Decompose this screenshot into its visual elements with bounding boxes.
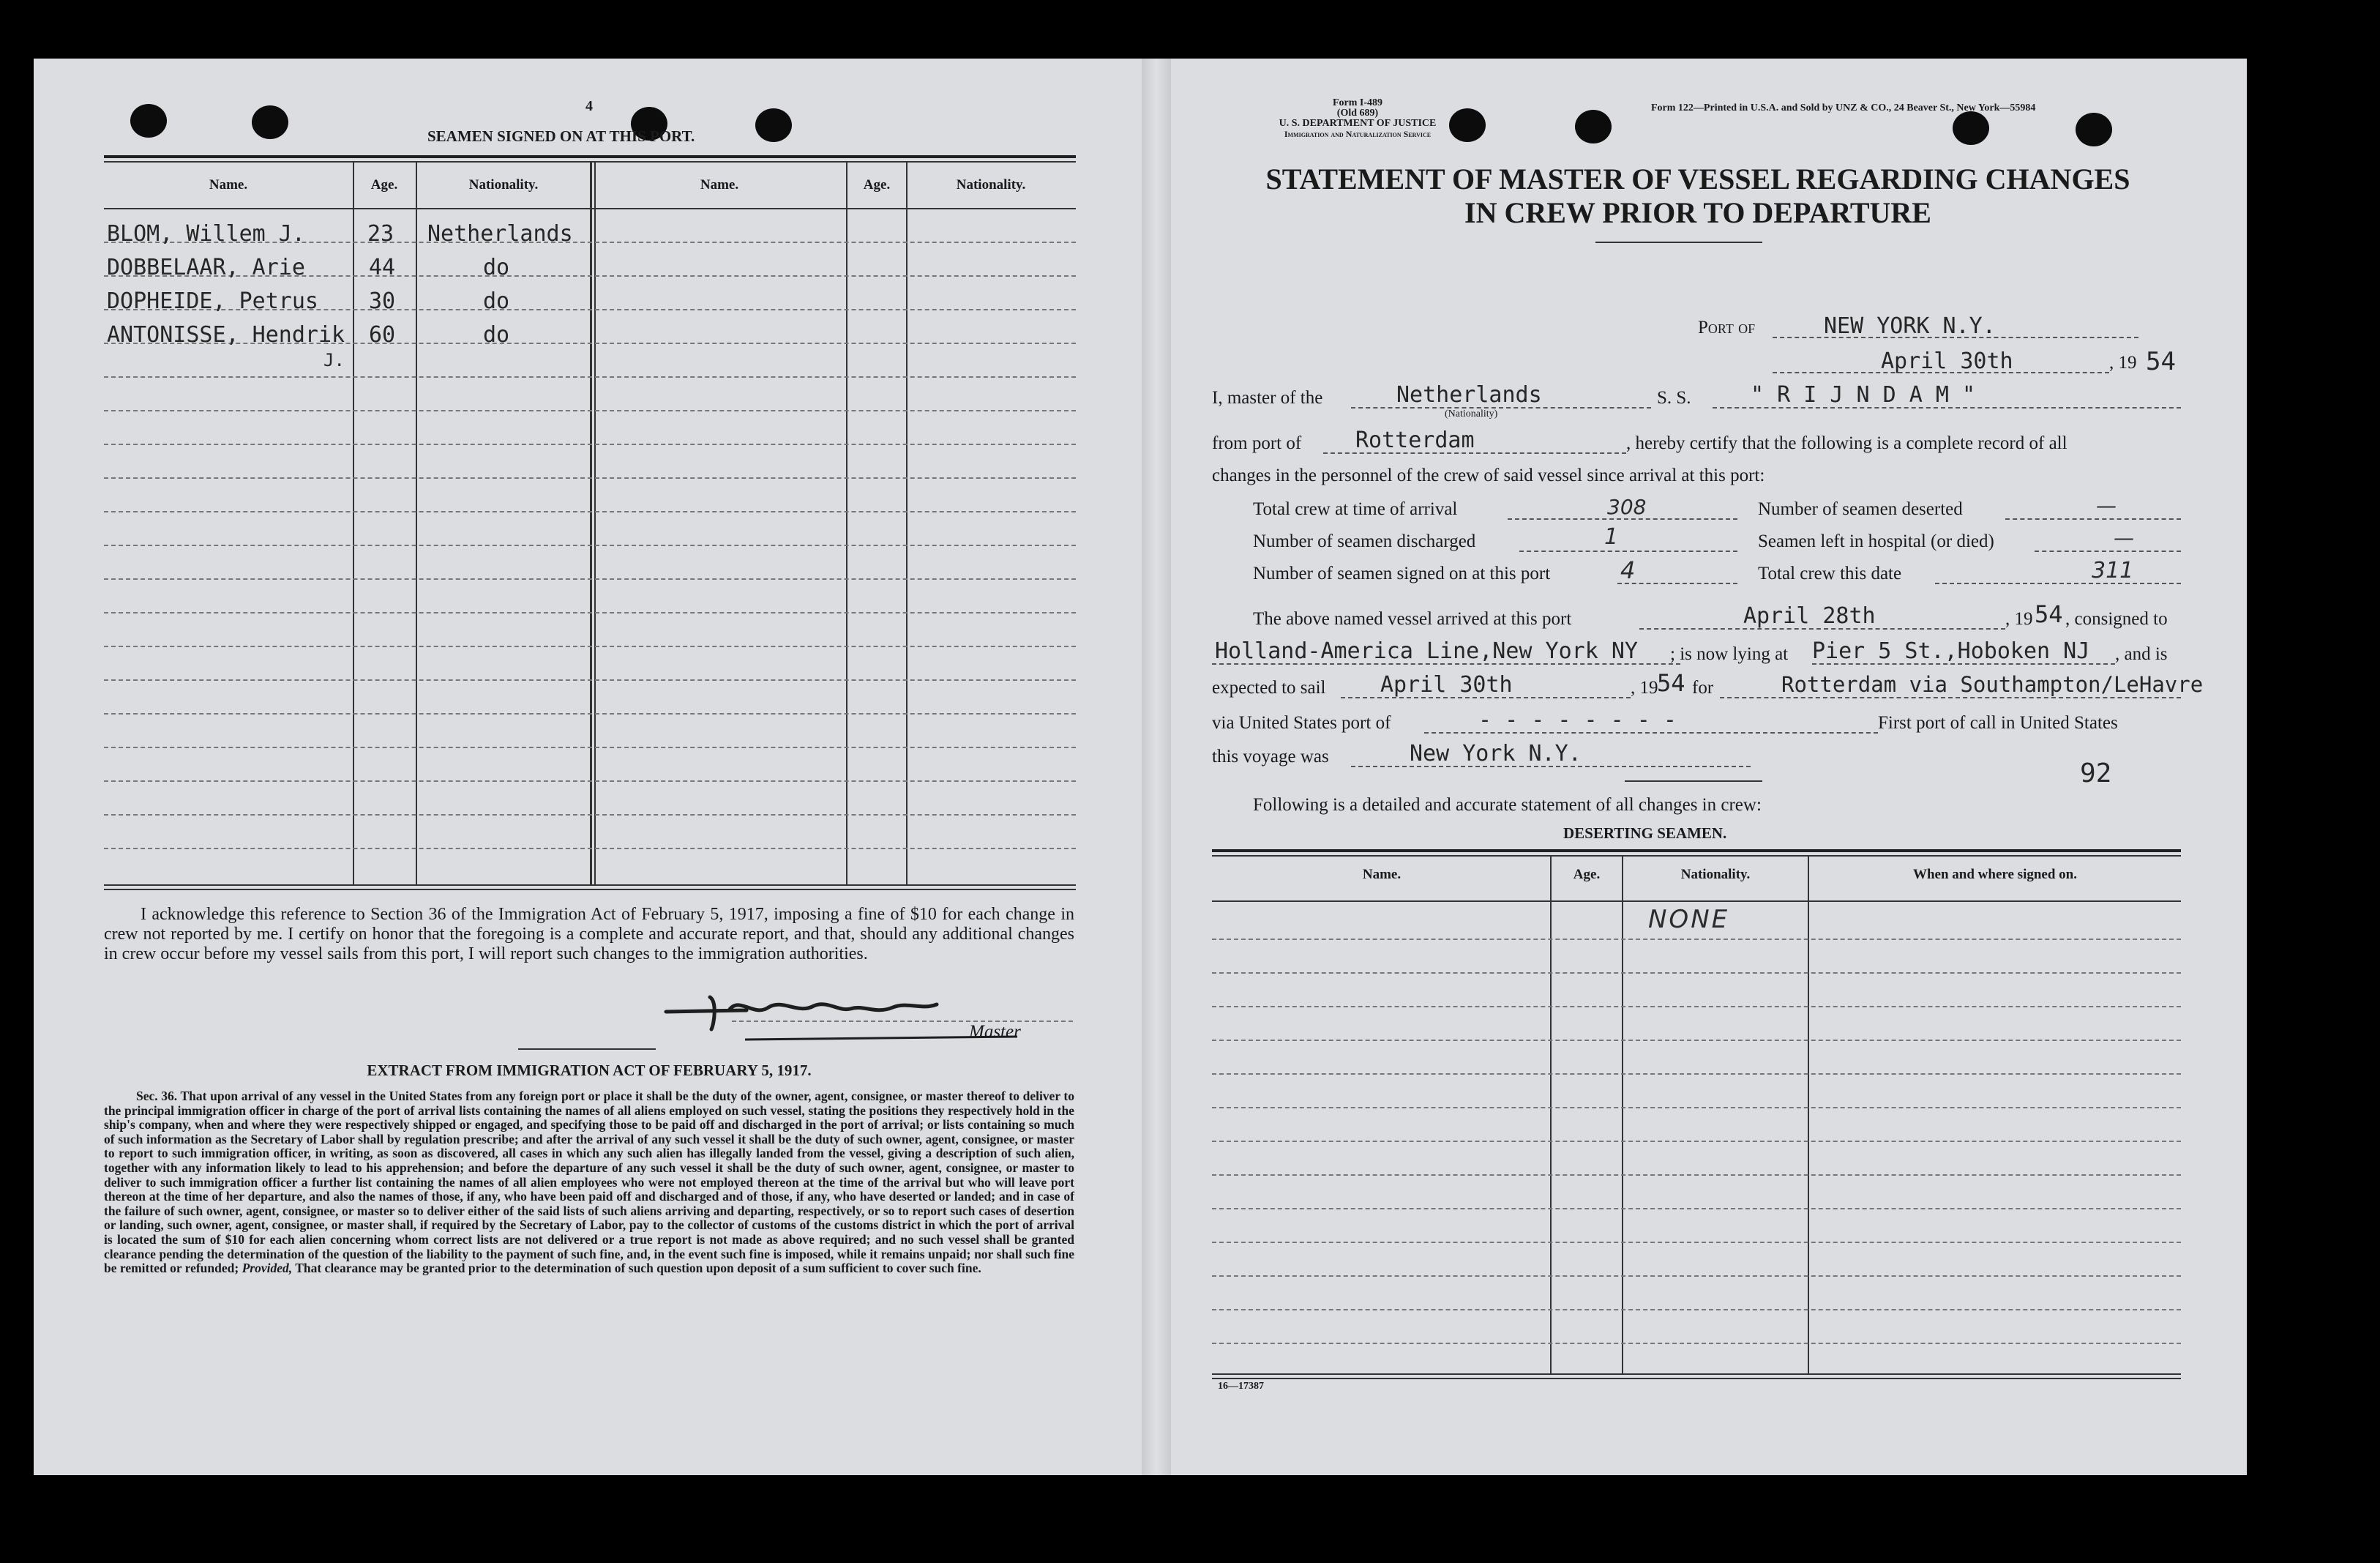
- deserted-value: —: [2096, 493, 2117, 518]
- punch-hole-icon: [1575, 110, 1612, 143]
- row-rule: [104, 410, 1076, 411]
- printer-note: Form 122—Printed in U.S.A. and Sold by UNZ & CO., 24 Beaver St., New York—55984: [1651, 102, 2036, 113]
- row-rule: [104, 511, 1076, 512]
- voyage-label: this voyage was: [1212, 747, 1329, 766]
- via-label: via United States port of: [1212, 713, 1391, 733]
- deserting-header-rule: [1212, 849, 2181, 852]
- from-port-value: Rotterdam: [1355, 428, 1475, 453]
- row-rule: [104, 713, 1076, 715]
- arrived-label: The above named vessel arrived at this port: [1253, 609, 1572, 629]
- row-rule: [1212, 1275, 2181, 1277]
- from-port-label: from port of: [1212, 433, 1302, 453]
- section-rule: [1625, 780, 1762, 782]
- sail-value: April 30th: [1380, 672, 1513, 698]
- row-rule: [104, 747, 1076, 748]
- total-date-label: Total crew this date: [1758, 564, 1902, 583]
- table-row-name: BLOM, Willem J.: [107, 221, 305, 247]
- total-arrival-label: Total crew at time of arrival: [1253, 499, 1458, 519]
- row-rule: [104, 376, 1076, 378]
- row-rule: [104, 444, 1076, 445]
- col-divider: [416, 163, 417, 886]
- col-divider: [590, 163, 592, 886]
- table-row-nationality: do: [483, 322, 510, 348]
- changes-text: changes in the personnel of the crew of said vessel since arrival at this port:: [1212, 466, 1765, 485]
- col-divider: [594, 163, 596, 886]
- row-rule: [104, 780, 1076, 782]
- row-rule: [1212, 1141, 2181, 1142]
- col-divider: [1550, 857, 1552, 1375]
- col-header-age: Age.: [1573, 867, 1601, 882]
- row-rule: [1212, 1040, 2181, 1041]
- row-rule: [1212, 1073, 2181, 1075]
- discharged-label: Number of seamen discharged: [1253, 531, 1476, 551]
- row-rule: [1212, 1343, 2181, 1344]
- arrived-value: April 28th: [1743, 603, 1876, 629]
- header-rule: [104, 155, 1076, 158]
- port-label: Port of: [1698, 318, 1756, 337]
- date-value: April 30th: [1881, 348, 2013, 374]
- none-entry: NONE: [1648, 905, 1730, 934]
- following-text: Following is a detailed and accurate statement of all changes in crew:: [1253, 795, 1762, 815]
- hospital-value: —: [2114, 526, 2134, 550]
- deserting-title: DESERTING SEAMEN.: [1563, 824, 1727, 842]
- row-rule: [104, 477, 1076, 479]
- deserted-line: [2005, 518, 2181, 520]
- table-row-name: DOBBELAAR, Arie: [107, 255, 305, 280]
- section-label: Sec. 36.: [136, 1089, 178, 1103]
- table-row-nationality: Netherlands: [427, 221, 573, 247]
- nationality-value: Netherlands: [1396, 382, 1542, 408]
- row-rule: [1212, 1309, 2181, 1310]
- punch-hole-icon: [1953, 111, 1989, 145]
- total-date-value: 311: [2092, 558, 2134, 583]
- row-rule: [104, 814, 1076, 816]
- discharged-value: 1: [1604, 524, 1619, 550]
- section-text: That upon arrival of any vessel in the United States from any foreign port or place it shall be the duty of the owner, agent, consignee, or master thereof to deliver to the principal immigration officer in charge of the port of arrival lists containing the names of all aliens employed on such vessel, stating the positions they respectively hold in the ship's company, when and where they were respectively shipped or engaged, and specifying those to be paid off and discharged in the port of arrival; or lists containing so much of such information as the Secretary of Labor shall by regulation prescribe; and after the arrival of any such vessel it shall be the duty of such owner, agent, consignee, or master to report to such immigration officer, in writing, as soon as discovered, all cases in which any such alien has illegally landed from the vessel, giving a description of such alien, together with any information likely to lead to his apprehension; and before the departure of any such vessel it shall be the duty of such owner, agent, consignee, or master to deliver to such immigration officer a further list containing the names of all alien employees who were not employed thereon at the time of the arrival but who will leave port thereon at the time of her departure, and also the names of those, if any, who have been paid off and discharged and of those, if any, who have deserted or landed; and in case of the failure of such owner, agent, consignee, or master so to deliver either of the said lists of such aliens arriving and departing, respectively, or so to report such cases of desertion or landing, such owner, agent, consignee, or master shall, if required by the Secretary of Labor, pay to the collector of customs of the customs district in which the port of arrival is located the sum of $10 for each alien concerning whom correct lists are not delivered or a true report is not made as above required; and no such vessel shall be granted clearance pending the determination of the question of the liability to the payment of such fine, and, in the event such fine is imposed, while it remains unpaid; nor shall such fine be remitted or refunded;: [104, 1089, 1074, 1276]
- form-title-line-2: IN CREW PRIOR TO DEPARTURE: [1464, 196, 1931, 229]
- sail-year-prefix: , 19: [1631, 678, 1658, 698]
- table-row-initial: J.: [323, 350, 345, 370]
- date-year-prefix: , 19: [2109, 353, 2137, 373]
- col-divider: [353, 163, 354, 886]
- col-header-name: Name.: [1362, 867, 1402, 882]
- date-year-value: 54: [2146, 347, 2176, 376]
- punch-hole-icon: [755, 108, 792, 142]
- table-row-name: DOPHEIDE, Petrus: [107, 288, 318, 314]
- via-value: - - - - - - - -: [1478, 707, 1677, 733]
- row-rule: [1212, 939, 2181, 940]
- consigned-label: , consigned to: [2065, 609, 2168, 629]
- signed-on-label: Number of seamen signed on at this port: [1253, 564, 1551, 583]
- punch-hole-icon: [252, 105, 288, 139]
- page-gutter: [1142, 59, 1171, 1475]
- sail-year-value: 54: [1657, 669, 1685, 697]
- for-label: for: [1692, 678, 1714, 698]
- signed-on-line: [1617, 583, 1737, 584]
- col-divider: [1622, 857, 1623, 1375]
- lying-value: Pier 5 St.,Hoboken NJ: [1812, 638, 2090, 664]
- row-rule: [1212, 1174, 2181, 1176]
- section-rule: [518, 1048, 656, 1050]
- col-divider: [1808, 857, 1809, 1375]
- signed-on-value: 4: [1620, 556, 1636, 584]
- row-rule: [104, 612, 1076, 613]
- consignee-value: Holland-America Line,New York NY: [1215, 638, 1638, 664]
- ss-label: S. S.: [1657, 388, 1691, 408]
- destination-value: Rotterdam via Southampton/LeHavre: [1781, 672, 2204, 697]
- hospital-label: Seamen left in hospital (or died): [1758, 531, 1994, 551]
- extract-title: EXTRACT FROM IMMIGRATION ACT OF FEBRUARY 5, 1917.: [367, 1062, 812, 1079]
- col-header-name-2: Name.: [700, 177, 739, 193]
- col-header-age-2: Age.: [863, 177, 891, 193]
- row-rule: [104, 646, 1076, 647]
- col-header-when-where: When and where signed on.: [1912, 867, 2077, 882]
- col-divider: [906, 163, 908, 886]
- col-header-nationality-2: Nationality.: [956, 177, 1026, 193]
- col-divider: [846, 163, 847, 886]
- section-provided: Provided,: [242, 1261, 293, 1276]
- row-rule: [1212, 972, 2181, 974]
- table-bottom-rule: [104, 884, 1076, 886]
- sail-label: expected to sail: [1212, 678, 1326, 698]
- table-row-age: 44: [369, 255, 396, 280]
- row-rule: [1212, 1107, 2181, 1108]
- col-header-name: Name.: [209, 177, 248, 193]
- table-bottom-rule: [104, 889, 1076, 890]
- row-rule: [104, 679, 1076, 681]
- form-id-block: [1208, 98, 1508, 139]
- service-name: Immigration and Naturalization Service: [1284, 129, 1432, 139]
- total-date-line: [1935, 583, 2181, 584]
- table-bottom-rule: [1212, 1378, 2181, 1379]
- table-row-nationality: do: [483, 255, 510, 280]
- hospital-line: [2035, 551, 2181, 552]
- seamen-signed-title: SEAMEN SIGNED ON AT THIS PORT.: [427, 127, 695, 145]
- destination-field-line: [1720, 697, 2181, 698]
- page-note: 92: [2080, 758, 2112, 788]
- col-header-nationality: Nationality.: [1680, 867, 1751, 882]
- total-arrival-value: 308: [1607, 495, 1647, 519]
- master-label: Master: [969, 1022, 1021, 1042]
- table-row-nationality: do: [483, 288, 510, 314]
- punch-hole-icon: [130, 104, 167, 138]
- row-rule: [104, 545, 1076, 546]
- lying-label: ; is now lying at: [1670, 644, 1789, 664]
- certify-text: , hereby certify that the following is a complete record of all: [1626, 433, 2067, 453]
- form-title: [1200, 163, 2196, 230]
- form-title-line-1: STATEMENT OF MASTER OF VESSEL REGARDING CHANGES: [1265, 163, 2130, 195]
- arrived-year-prefix: , 19: [2005, 609, 2033, 629]
- col-header-nationality: Nationality.: [468, 177, 539, 193]
- ship-value: " R I J N D A M ": [1751, 382, 1976, 408]
- deserting-header-rule: [1212, 855, 2181, 857]
- col-header-age: Age.: [370, 177, 398, 193]
- port-value: NEW YORK N.Y.: [1824, 313, 1996, 339]
- master-of-label: I, master of the: [1212, 388, 1323, 408]
- table-header-rule: [1212, 900, 2181, 902]
- arrived-year-value: 54: [2035, 600, 2063, 628]
- table-row-age: 30: [369, 288, 396, 314]
- table-row-age: 60: [369, 322, 396, 348]
- table-bottom-rule: [1212, 1373, 2181, 1375]
- acknowledgement-text: I acknowledge this reference to Section 36 of the Immigration Act of February 5, 1917, imposing a fine of $10 for each change in crew not reported by me. I certify on honor that the foregoing is a complete and accurate report, and that, should any additional changes in crew occur before my vessel sails from this port, I will report such changes to the immigration authorities.: [104, 905, 1074, 963]
- voyage-value: New York N.Y.: [1410, 741, 1582, 766]
- form-old-number: (Old 689): [1336, 108, 1379, 119]
- punch-hole-icon: [2076, 113, 2112, 146]
- section-text-end: That clearance may be granted prior to the determination of such question upon deposit of a sum sufficient to cover such fine.: [295, 1261, 981, 1276]
- department-name: U. S. DEPARTMENT OF JUSTICE: [1279, 118, 1437, 129]
- table-row-age: 23: [367, 221, 394, 247]
- row-rule: [104, 848, 1076, 849]
- signature-line: [732, 1021, 1073, 1022]
- footer-code: 16—17387: [1218, 1381, 1264, 1392]
- form-number: Form I-489: [1332, 97, 1383, 108]
- section-36-text: [104, 1089, 1074, 1276]
- page-number: 4: [585, 98, 593, 114]
- row-rule: [1212, 1242, 2181, 1243]
- nationality-caption: (Nationality): [1445, 409, 1498, 419]
- discharged-line: [1519, 551, 1737, 552]
- title-rule: [1595, 242, 1762, 243]
- table-row-name: ANTONISSE, Hendrik: [107, 322, 345, 348]
- first-port-label: First port of call in United States: [1878, 713, 2118, 733]
- row-rule: [104, 578, 1076, 580]
- row-rule: [1212, 1208, 2181, 1209]
- deserted-label: Number of seamen deserted: [1758, 499, 1963, 519]
- row-rule: [1212, 1006, 2181, 1007]
- and-is-label: , and is: [2115, 644, 2168, 664]
